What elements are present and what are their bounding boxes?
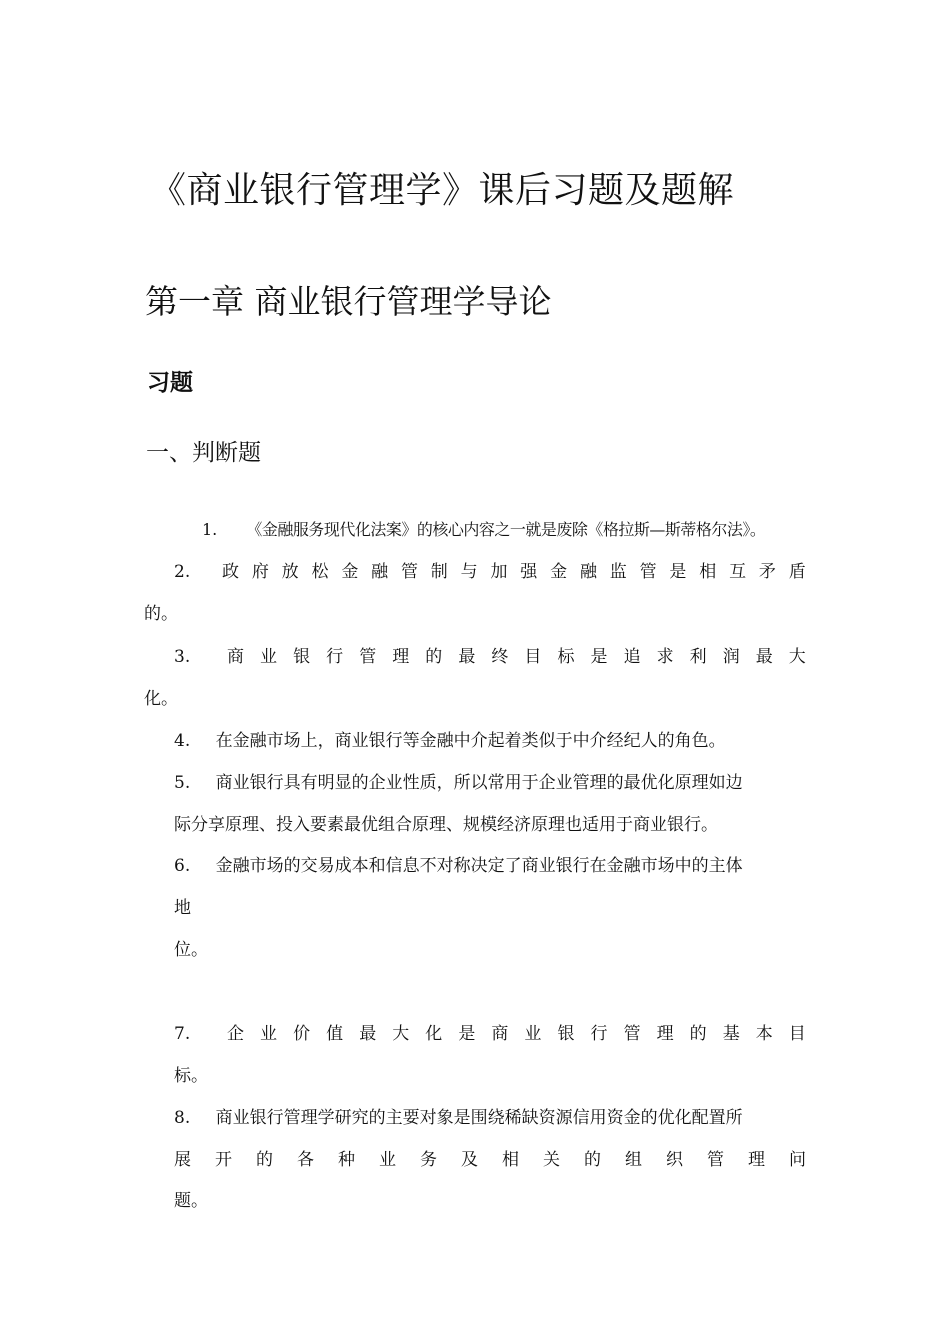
question-7-line1: 企 业 价 值 最 大 化 是 商 业 银 行 管 理 的 基 本 目 — [227, 1024, 806, 1044]
section-heading: 习题 — [147, 370, 193, 396]
question-6-line3: 位。 — [174, 940, 208, 960]
question-text: 在金融市场上，商业银行等金融中介起着类似于中介经纪人的角色。 — [215, 731, 726, 751]
question-8-line3: 题。 — [174, 1191, 208, 1211]
question-3-line1: 商 业 银 行 管 理 的 最 终 目 标 是 追 求 利 润 最 大 — [227, 647, 806, 667]
subsection-heading: 一、判断题 — [146, 440, 261, 466]
question-6 — [174, 855, 743, 877]
question-6-line2: 地 — [174, 898, 191, 918]
question-7-number: 7. — [174, 1024, 191, 1044]
document-title: 《商业银行管理学》课后习题及题解 — [150, 170, 735, 211]
question-7-line2: 标。 — [174, 1066, 208, 1086]
question-text: 《金融服务现代化法案》的核心内容之一就是废除《格拉斯—斯蒂格尔法》。 — [246, 520, 766, 539]
question-2-line2: 的。 — [144, 604, 178, 624]
chapter-heading: 第一章 商业银行管理学导论 — [145, 282, 552, 321]
question-5-line2: 际分享原理、投入要素最优组合原理、规模经济原理也适用于商业银行。 — [174, 815, 718, 835]
question-number: 4. — [174, 731, 191, 751]
question-2-line1: 政 府 放 松 金 融 管 制 与 加 强 金 融 监 管 是 相 互 矛 盾 — [222, 562, 806, 582]
question-5 — [174, 772, 743, 794]
question-text: 商业银行具有明显的企业性质，所以常用于企业管理的最优化原理如边 — [215, 773, 743, 793]
question-number: 5. — [174, 773, 191, 793]
question-number: 8. — [174, 1108, 191, 1128]
question-number: 6. — [174, 856, 191, 876]
question-number: 1. — [202, 520, 218, 539]
question-8 — [174, 1107, 743, 1129]
question-text: 商业银行管理学研究的主要对象是围绕稀缺资源信用资金的优化配置所 — [215, 1108, 743, 1128]
question-text: 金融市场的交易成本和信息不对称决定了商业银行在金融市场中的主体 — [215, 856, 743, 876]
question-3-line2: 化。 — [144, 689, 178, 709]
question-2-number: 2. — [174, 562, 191, 582]
question-1 — [202, 519, 765, 541]
question-3-number: 3. — [174, 647, 191, 667]
question-8-line2: 展 开 的 各 种 业 务 及 相 关 的 组 织 管 理 问 — [174, 1150, 806, 1170]
question-4 — [174, 730, 726, 752]
